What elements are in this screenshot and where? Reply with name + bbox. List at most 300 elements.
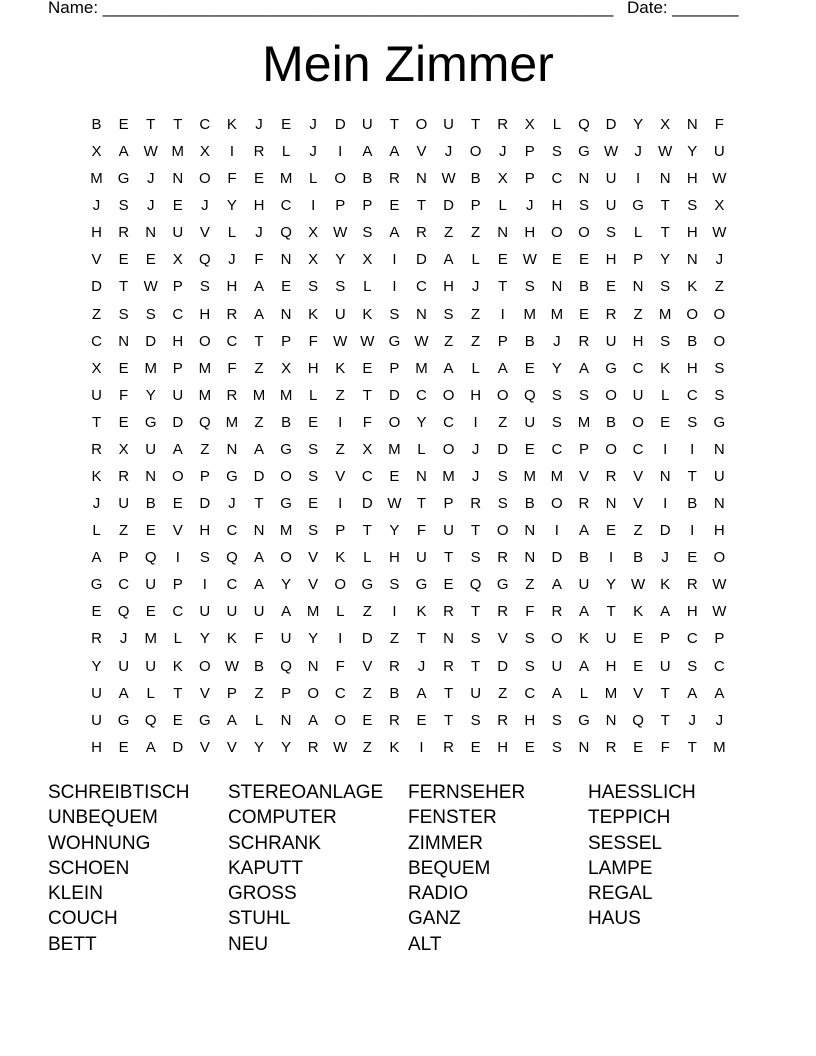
grid-letter: C <box>118 576 130 594</box>
grid-letter: Z <box>471 224 481 242</box>
grid-letter: J <box>255 224 263 242</box>
grid-letter: L <box>363 549 372 567</box>
grid-letter: E <box>660 413 671 431</box>
word-list-item: SESSEL <box>588 832 662 854</box>
grid-letter: U <box>118 495 130 513</box>
grid-letter: E <box>524 738 535 756</box>
grid-letter: S <box>687 657 698 675</box>
grid-letter: I <box>419 738 424 756</box>
grid-letter: N <box>145 224 157 242</box>
grid-letter: X <box>362 251 373 269</box>
grid-letter: M <box>442 468 455 486</box>
grid-letter: T <box>362 522 372 540</box>
grid-letter: J <box>715 711 724 729</box>
word-search-grid <box>83 111 733 761</box>
name-field-line: Name: ______________________________________________________ <box>48 0 614 17</box>
grid-letter: L <box>281 143 291 161</box>
grid-letter: B <box>633 549 644 567</box>
grid-letter: L <box>661 386 670 404</box>
word-list-item: NEU <box>228 933 269 955</box>
grid-letter: E <box>281 278 292 296</box>
grid-letter: J <box>228 251 236 269</box>
grid-letter: B <box>362 170 373 188</box>
grid-letter: U <box>334 305 346 323</box>
grid-letter: U <box>632 386 644 404</box>
grid-letter: Q <box>280 224 292 242</box>
grid-letter: R <box>226 305 238 323</box>
grid-letter: C <box>551 440 563 458</box>
grid-letter: S <box>308 278 319 296</box>
grid-letter: O <box>605 386 617 404</box>
grid-letter: S <box>497 468 508 486</box>
word-list-item: KLEIN <box>48 883 103 905</box>
grid-letter: Y <box>226 197 237 215</box>
grid-letter: H <box>226 278 238 296</box>
grid-letter: T <box>173 116 183 133</box>
grid-letter: K <box>660 359 671 377</box>
grid-letter: B <box>687 495 698 513</box>
grid-letter: E <box>633 630 644 648</box>
grid-letter: R <box>497 549 509 567</box>
grid-letter: C <box>632 359 644 377</box>
grid-letter: T <box>443 549 454 567</box>
grid-letter: P <box>714 630 725 648</box>
grid-letter: W <box>414 332 429 350</box>
grid-letter: E <box>633 738 644 756</box>
grid-letter: R <box>470 495 482 513</box>
grid-letter: P <box>335 522 346 540</box>
grid-letter: E <box>118 738 129 756</box>
grid-letter: C <box>713 657 725 675</box>
grid-letter: H <box>605 657 617 675</box>
grid-letter: J <box>688 711 696 729</box>
grid-letter: G <box>226 468 238 486</box>
grid-letter: A <box>497 359 508 377</box>
grid-letter: J <box>471 440 480 458</box>
grid-letter: O <box>496 522 509 540</box>
grid-letter: G <box>199 711 211 729</box>
grid-letter: L <box>552 116 562 133</box>
grid-letter: J <box>146 197 155 215</box>
grid-letter: P <box>226 684 237 702</box>
grid-letter: F <box>525 603 535 621</box>
grid-letter: O <box>199 657 211 675</box>
grid-letter: S <box>714 386 725 404</box>
grid-letter: S <box>551 386 562 404</box>
word-list-item: COMPUTER <box>228 807 337 829</box>
grid-letter: D <box>497 657 509 675</box>
grid-letter: P <box>443 495 454 513</box>
grid-letter: I <box>500 305 505 323</box>
word-list-item: RADIO <box>408 883 469 905</box>
grid-letter: H <box>686 224 698 242</box>
grid-letter: H <box>605 251 617 269</box>
grid-letter: M <box>658 305 672 323</box>
date-field-line: Date: _______ <box>627 0 739 17</box>
grid-letter: U <box>91 386 102 404</box>
grid-letter: Y <box>633 116 644 133</box>
grid-letter: K <box>416 603 427 621</box>
grid-row <box>83 463 733 490</box>
grid-letter: N <box>226 440 238 458</box>
grid-letter: I <box>392 278 397 296</box>
grid-letter: P <box>335 197 346 215</box>
word-list-item: FERNSEHER <box>408 782 526 803</box>
grid-letter: U <box>145 576 157 594</box>
grid-letter: C <box>686 386 698 404</box>
grid-letter: U <box>280 630 292 648</box>
grid-letter: G <box>415 576 428 594</box>
grid-letter: N <box>578 170 590 188</box>
grid-letter: Z <box>254 359 264 377</box>
grid-letter: J <box>444 143 453 161</box>
grid-letter: B <box>254 657 265 675</box>
grid-letter: V <box>172 522 183 540</box>
grid-letter: G <box>361 576 374 594</box>
word-list-item: BEQUEM <box>408 857 491 879</box>
grid-letter: X <box>714 197 725 215</box>
grid-letter: I <box>338 143 343 161</box>
grid-letter: S <box>199 278 210 296</box>
grid-letter: T <box>606 603 616 621</box>
grid-letter: S <box>389 576 400 594</box>
grid-letter: Z <box>471 305 481 323</box>
grid-letter: V <box>633 468 644 486</box>
grid-letter: G <box>605 359 617 377</box>
grid-letter: N <box>253 522 265 540</box>
word-list-item: STUHL <box>228 908 291 930</box>
grid-letter: J <box>228 495 236 513</box>
word-list-item: WOHNUNG <box>48 832 151 854</box>
grid-letter: U <box>605 630 617 648</box>
grid-letter: H <box>497 738 509 756</box>
grid-letter: A <box>578 522 589 540</box>
grid-letter: T <box>362 386 372 404</box>
grid-letter: T <box>471 116 481 133</box>
grid-letter: U <box>713 143 725 161</box>
grid-letter: A <box>226 711 237 729</box>
grid-letter: V <box>199 224 210 242</box>
grid-letter: E <box>389 197 400 215</box>
grid-letter: O <box>334 170 347 188</box>
grid-letter: T <box>416 197 427 215</box>
grid-letter: D <box>145 332 157 350</box>
grid-letter: H <box>632 332 644 350</box>
grid-letter: S <box>443 305 454 323</box>
grid-letter: O <box>686 305 699 323</box>
grid-letter: N <box>686 116 698 133</box>
grid-letter: X <box>199 143 210 161</box>
grid-letter: E <box>145 522 156 540</box>
grid-row <box>83 490 733 517</box>
grid-letter: Z <box>91 305 102 323</box>
grid-letter: X <box>524 116 535 133</box>
grid-letter: I <box>338 495 343 513</box>
grid-letter: M <box>306 603 320 621</box>
word-list-item: BETT <box>48 933 97 955</box>
grid-letter: M <box>171 143 185 161</box>
grid-letter: N <box>307 657 319 675</box>
grid-letter: R <box>388 657 400 675</box>
grid-letter: F <box>227 359 237 377</box>
grid-letter: Q <box>226 549 238 567</box>
grid-letter: T <box>389 116 399 133</box>
grid-letter: H <box>199 305 211 323</box>
word-list-item: ZIMMER <box>408 832 483 854</box>
grid-letter: C <box>632 440 644 458</box>
grid-letter: M <box>279 170 293 188</box>
grid-letter: P <box>281 332 292 350</box>
grid-row <box>83 707 733 734</box>
word-list-item: HAESSLICH <box>588 782 696 803</box>
grid-letter: L <box>308 170 318 188</box>
word-list-item: SCHOEN <box>48 857 130 879</box>
grid-letter: A <box>254 576 265 594</box>
grid-letter: V <box>308 576 319 594</box>
grid-letter: C <box>551 170 563 188</box>
grid-letter: H <box>199 522 211 540</box>
grid-letter: S <box>497 495 508 513</box>
grid-row <box>83 165 733 192</box>
grid-letter: V <box>633 684 644 702</box>
grid-letter: V <box>578 468 589 486</box>
grid-letter: U <box>713 468 725 486</box>
grid-letter: C <box>226 522 238 540</box>
grid-letter: D <box>443 197 454 215</box>
grid-letter: L <box>471 251 480 269</box>
grid-letter: Z <box>362 684 372 702</box>
word-bank <box>48 780 768 957</box>
grid-letter: S <box>551 711 562 729</box>
grid-letter: N <box>416 305 427 323</box>
grid-letter: E <box>416 711 427 729</box>
grid-letter: C <box>172 603 184 621</box>
grid-letter: Z <box>335 440 345 458</box>
grid-letter: A <box>389 224 400 242</box>
grid-letter: T <box>254 332 264 350</box>
grid-letter: O <box>578 224 590 242</box>
grid-letter: H <box>307 359 319 377</box>
grid-letter: N <box>524 522 536 540</box>
grid-letter: O <box>280 549 292 567</box>
grid-letter: E <box>687 549 698 567</box>
grid-letter: X <box>118 440 129 458</box>
word-list-column <box>228 780 408 957</box>
grid-letter: U <box>91 711 102 729</box>
grid-letter: J <box>309 116 317 133</box>
grid-letter: F <box>714 116 724 133</box>
grid-letter: E <box>172 495 183 513</box>
grid-letter: C <box>686 630 698 648</box>
grid-letter: E <box>443 576 454 594</box>
grid-letter: W <box>712 576 727 594</box>
grid-letter: Q <box>469 576 482 594</box>
grid-letter: M <box>523 305 537 323</box>
grid-letter: G <box>713 413 726 431</box>
grid-letter: K <box>389 738 400 756</box>
grid-letter: J <box>255 116 263 133</box>
grid-letter: F <box>335 657 345 675</box>
grid-letter: A <box>578 603 589 621</box>
grid-letter: P <box>172 278 183 296</box>
grid-letter: M <box>279 386 293 404</box>
grid-letter: O <box>280 468 292 486</box>
grid-letter: D <box>551 549 563 567</box>
grid-letter: B <box>524 332 535 350</box>
grid-letter: C <box>91 332 102 350</box>
grid-letter: O <box>605 440 617 458</box>
grid-letter: Y <box>389 522 400 540</box>
grid-letter: R <box>416 224 427 242</box>
grid-letter: W <box>441 170 456 188</box>
grid-letter: K <box>172 657 183 675</box>
grid-letter: Y <box>687 143 698 161</box>
grid-letter: B <box>578 278 589 296</box>
grid-letter: R <box>578 332 590 350</box>
grid-letter: X <box>308 224 319 242</box>
grid-letter: I <box>690 522 695 540</box>
grid-row <box>83 382 733 409</box>
grid-letter: U <box>578 576 590 594</box>
grid-letter: W <box>712 224 727 242</box>
grid-letter: C <box>199 116 211 133</box>
grid-letter: M <box>198 359 212 377</box>
grid-letter: R <box>307 738 319 756</box>
grid-letter: D <box>334 116 346 133</box>
word-list-item: KAPUTT <box>228 857 303 879</box>
grid-letter: N <box>578 738 590 756</box>
grid-letter: A <box>118 143 129 161</box>
grid-letter: E <box>308 413 319 431</box>
grid-letter: P <box>362 197 373 215</box>
grid-letter: I <box>473 413 478 431</box>
grid-letter: T <box>660 684 670 702</box>
grid-row <box>83 517 733 544</box>
grid-letter: A <box>551 576 562 594</box>
grid-letter: O <box>713 549 726 567</box>
grid-row <box>83 246 733 273</box>
grid-letter: Z <box>633 522 643 540</box>
grid-letter: S <box>199 549 210 567</box>
grid-letter: T <box>660 224 670 242</box>
grid-letter: A <box>172 440 183 458</box>
grid-letter: B <box>687 332 698 350</box>
grid-letter: G <box>280 440 292 458</box>
grid-letter: U <box>145 657 157 675</box>
grid-letter: W <box>143 278 158 296</box>
grid-letter: J <box>92 197 101 215</box>
grid-letter: V <box>308 549 319 567</box>
word-list-item: COUCH <box>48 908 118 930</box>
grid-letter: B <box>145 495 156 513</box>
grid-letter: Y <box>606 576 617 594</box>
grid-letter: D <box>199 495 211 513</box>
grid-letter: N <box>659 170 671 188</box>
grid-letter: R <box>118 224 130 242</box>
grid-letter: F <box>254 630 264 648</box>
grid-letter: F <box>308 332 318 350</box>
grid-letter: W <box>658 143 673 161</box>
grid-letter: Q <box>632 711 644 729</box>
grid-letter: O <box>307 684 319 702</box>
grid-letter: R <box>497 711 509 729</box>
grid-letter: N <box>686 251 698 269</box>
grid-letter: J <box>471 278 480 296</box>
grid-letter: D <box>605 116 617 133</box>
grid-letter: B <box>389 684 400 702</box>
grid-letter: V <box>416 143 427 161</box>
grid-letter: J <box>309 143 317 161</box>
grid-letter: O <box>171 468 184 486</box>
grid-letter: E <box>362 711 373 729</box>
grid-letter: D <box>416 251 427 269</box>
grid-letter: T <box>687 468 697 486</box>
grid-letter: P <box>389 359 400 377</box>
grid-letter: E <box>308 495 319 513</box>
grid-letter: E <box>118 251 129 269</box>
grid-row <box>83 680 733 707</box>
grid-letter: M <box>713 738 726 756</box>
grid-letter: K <box>687 278 698 296</box>
grid-letter: W <box>522 251 537 269</box>
grid-letter: A <box>578 359 589 377</box>
grid-letter: R <box>91 440 102 458</box>
grid-letter: E <box>470 738 481 756</box>
page-title: Mein Zimmer <box>262 36 554 92</box>
grid-letter: P <box>578 440 589 458</box>
grid-letter: T <box>471 603 481 621</box>
grid-letter: R <box>443 657 454 675</box>
grid-letter: D <box>172 413 184 431</box>
grid-letter: I <box>311 197 316 215</box>
grid-letter: X <box>497 170 508 188</box>
grid-letter: U <box>605 170 617 188</box>
grid-letter: E <box>524 440 535 458</box>
grid-letter: O <box>713 305 726 323</box>
word-list-item: UNBEQUEM <box>48 807 158 829</box>
grid-letter: U <box>443 116 454 133</box>
grid-letter: A <box>443 359 454 377</box>
grid-letter: V <box>199 738 210 756</box>
grid-letter: U <box>524 413 536 431</box>
grid-letter: T <box>173 684 183 702</box>
grid-letter: C <box>524 684 536 702</box>
grid-letter: H <box>713 522 725 540</box>
grid-letter: D <box>659 522 671 540</box>
grid-letter: L <box>498 197 507 215</box>
grid-letter: G <box>578 143 590 161</box>
grid-letter: G <box>578 711 590 729</box>
grid-letter: W <box>387 495 402 513</box>
grid-letter: M <box>144 359 157 377</box>
grid-letter: E <box>281 116 292 133</box>
grid-letter: T <box>416 630 427 648</box>
grid-letter: N <box>280 711 292 729</box>
grid-letter: Z <box>498 413 508 431</box>
grid-letter: P <box>524 143 535 161</box>
grid-letter: F <box>362 413 372 431</box>
grid-letter: P <box>281 684 292 702</box>
grid-letter: O <box>469 143 482 161</box>
grid-letter: R <box>497 603 509 621</box>
grid-letter: R <box>605 738 617 756</box>
grid-letter: I <box>392 251 397 269</box>
grid-letter: G <box>496 576 509 594</box>
grid-letter: J <box>146 170 155 188</box>
grid-letter: N <box>632 278 644 296</box>
grid-letter: H <box>686 359 698 377</box>
grid-letter: K <box>226 116 237 133</box>
